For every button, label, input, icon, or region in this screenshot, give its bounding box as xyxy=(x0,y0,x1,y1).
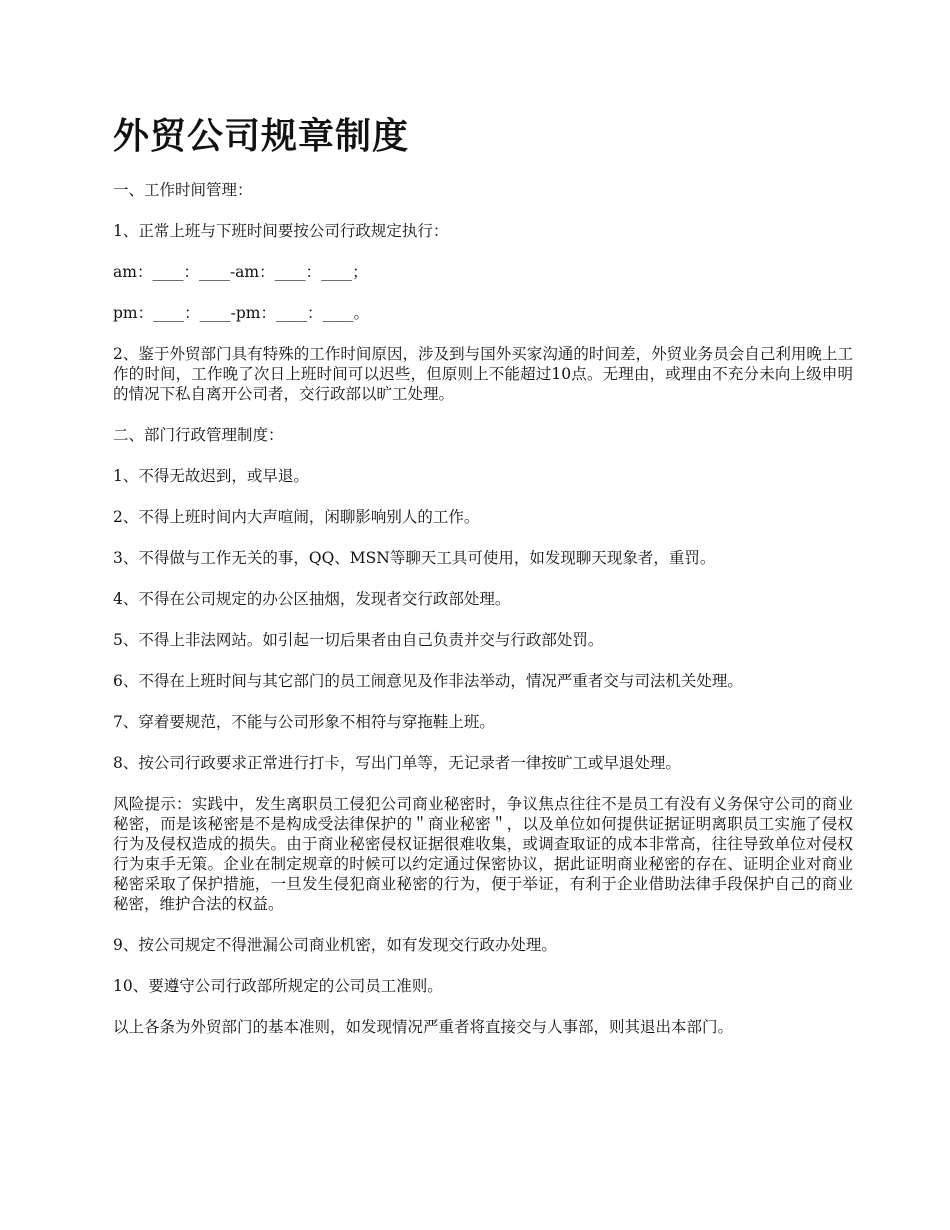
rule-10: 10、要遵守公司行政部所规定的公司员工准则。 xyxy=(113,977,443,995)
risk-notice: 风险提示：实践中，发生离职员工侵犯公司商业秘密时，争议焦点往往不是员工有没有义务保守公司的商业秘密，而是该秘密是不是构成受法律保护的＂商业秘密＂，以及单位如何提供证据证明离职员工实施了侵权行为及侵权造成的损失。由于商业秘密侵权证据很难收集，或调查取证的成本非常高，往往导致单位对侵权行为束手无策。企业在制定规章的时候可以约定通过保密协议，据此证明商业秘密的存在、证明企业对商业秘密采取了保护措施，一旦发生侵犯商业秘密的行为，便于举证，有利于企业借助法律手段保护自己的商业秘密，维护合法的权益。 xyxy=(113,795,853,913)
paragraph-2: 2、鉴于外贸部门具有特殊的工作时间原因，涉及到与国外买家沟通的时间差，外贸业务员会自己利用晚上工作的时间，工作晚了次日上班时间可以迟些，但原则上不能超过10点。无理由，或理由不充分未向上级申明的情况下私自离开公司者，交行政部以旷工处理。 xyxy=(113,345,853,403)
document-title: 外贸公司规章制度 xyxy=(113,115,410,157)
rule-5: 5、不得上非法网站。如引起一切后果者由自己负责并交与行政部处罚。 xyxy=(113,631,604,649)
rule-1: 1、不得无故迟到，或早退。 xyxy=(113,467,309,485)
pm-time-line: pm：____：____-pm：____：____。 xyxy=(113,304,369,322)
section-heading-work-hours: 一、工作时间管理： xyxy=(113,181,253,199)
rule-2: 2、不得上班时间内大声喧闹，闲聊影响别人的工作。 xyxy=(113,508,480,526)
rule-7: 7、穿着要规范，不能与公司形象不相符与穿拖鞋上班。 xyxy=(113,713,495,731)
rule-6: 6、不得在上班时间与其它部门的员工闹意见及作非法举动，情况严重者交与司法机关处理。 xyxy=(113,672,743,690)
document-page xyxy=(113,108,853,1058)
rule-4: 4、不得在公司规定的办公区抽烟，发现者交行政部处理。 xyxy=(113,590,511,608)
rule-9: 9、按公司规定不得泄漏公司商业机密，如有发现交行政办处理。 xyxy=(113,936,557,954)
closing-paragraph: 以上各条为外贸部门的基本准则，如发现情况严重者将直接交与人事部，则其退出本部门。 xyxy=(113,1018,734,1036)
rule-3: 3、不得做与工作无关的事，QQ、MSN等聊天工具可使用，如发现聊天现象者，重罚。 xyxy=(113,549,716,567)
section-heading-admin-rules: 二、部门行政管理制度： xyxy=(113,426,284,444)
am-time-line: am：____：____-am：____：____； xyxy=(113,263,368,281)
paragraph-1: 1、正常上班与下班时间要按公司行政规定执行： xyxy=(113,222,449,240)
rule-8: 8、按公司行政要求正常进行打卡，写出门单等，无记录者一律按旷工或早退处理。 xyxy=(113,754,681,772)
